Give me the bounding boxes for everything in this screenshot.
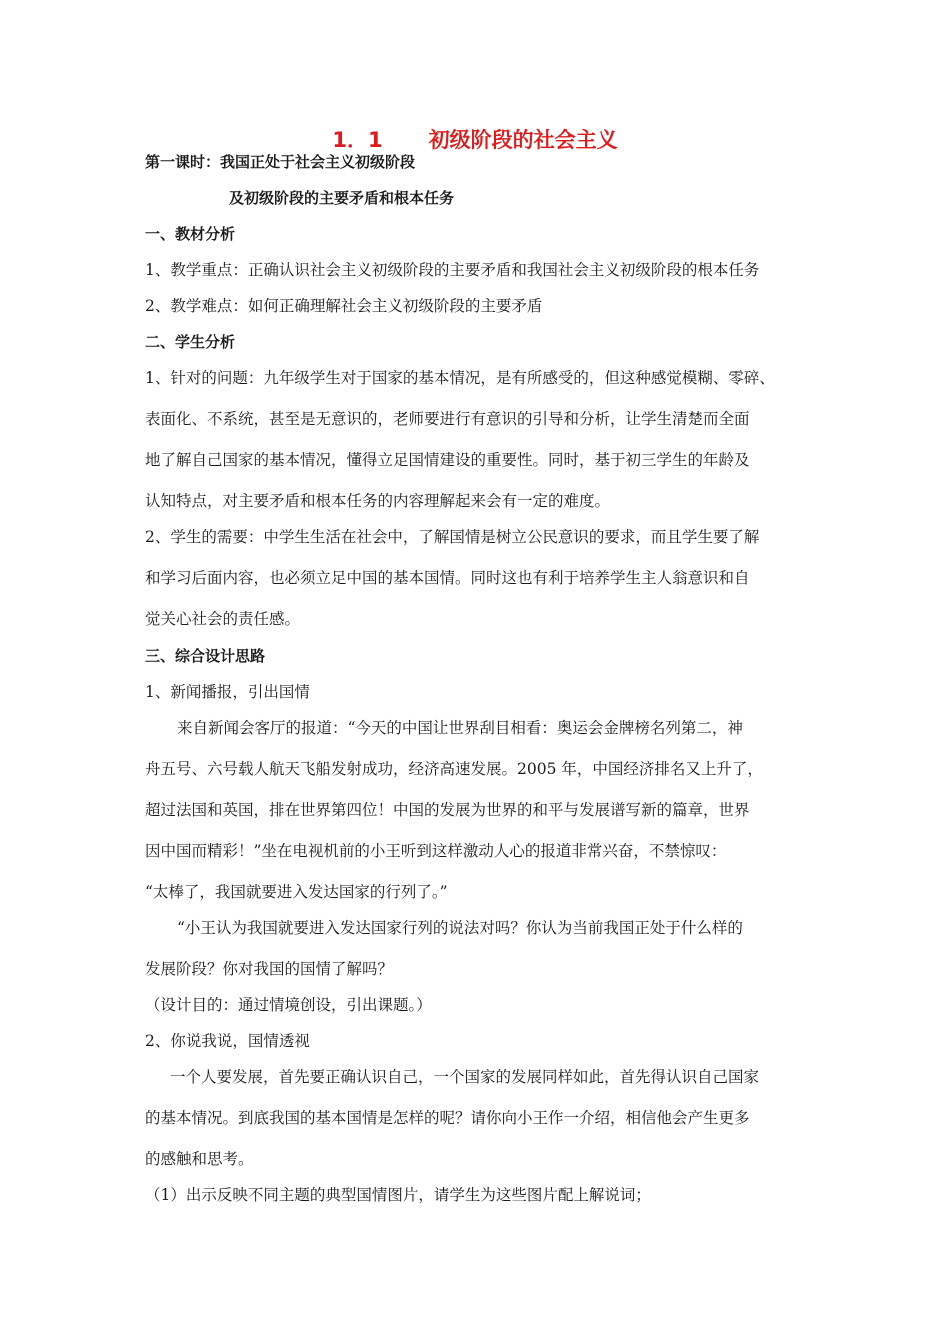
section-1-heading: 一、教材分析 xyxy=(145,225,236,243)
document-title xyxy=(0,124,950,154)
title-text: 初级阶段的社会主义 xyxy=(428,128,618,152)
news-paragraph-line: 因中国而精彩！”坐在电视机前的小王听到这样激动人心的报道非常兴奋，不禁惊叹： xyxy=(145,842,727,860)
student-analysis-line: 1、针对的问题：九年级学生对于国家的基本情况，是有所感受的，但这种感觉模糊、零碎、 xyxy=(145,369,775,387)
national-conditions-line: 的基本情况。到底我国的基本国情是怎样的呢？请你向小王作一介绍，相信他会产生更多 xyxy=(145,1109,750,1127)
question-line: “小王认为我国就要进入发达国家行列的说法对吗？你认为当前我国正处于什么样的 xyxy=(177,919,743,937)
teaching-difficulty: 2、教学难点：如何正确理解社会主义初级阶段的主要矛盾 xyxy=(145,297,543,315)
student-analysis-line: 地了解自己国家的基本情况，懂得立足国情建设的重要性。同时，基于初三学生的年龄及 xyxy=(145,451,750,469)
news-paragraph-line: 来自新闻会客厅的报道：“今天的中国让世界刮目相看：奥运会金牌榜名列第二，神 xyxy=(177,719,743,737)
lesson-heading: 第一课时：我国正处于社会主义初级阶段 xyxy=(145,153,416,171)
section-3-heading: 三、综合设计思路 xyxy=(145,647,266,665)
design-step-2: 2、你说我说，国情透视 xyxy=(145,1032,310,1050)
title-number: 1．1 xyxy=(332,128,383,152)
design-step-1: 1、新闻播报，引出国情 xyxy=(145,683,310,701)
activity-item-1: （1）出示反映不同主题的典型国情图片，请学生为这些图片配上解说词； xyxy=(145,1186,651,1204)
lesson-heading-continued: 及初级阶段的主要矛盾和根本任务 xyxy=(229,189,455,207)
section-2-heading: 二、学生分析 xyxy=(145,333,236,351)
student-analysis-line: 觉关心社会的责任感。 xyxy=(145,610,301,628)
student-analysis-line: 认知特点，对主要矛盾和根本任务的内容理解起来会有一定的难度。 xyxy=(145,492,611,510)
teaching-focus: 1、教学重点：正确认识社会主义初级阶段的主要矛盾和我国社会主义初级阶段的根本任务 xyxy=(145,261,760,279)
news-paragraph-line: “太棒了，我国就要进入发达国家的行列了。” xyxy=(145,883,448,901)
national-conditions-line: 的感触和思考。 xyxy=(145,1150,254,1168)
student-analysis-line: 和学习后面内容，也必须立足中国的基本国情。同时这也有利于培养学生主人翁意识和自 xyxy=(145,569,750,587)
news-paragraph-line: 超过法国和英国，排在世界第四位！中国的发展为世界的和平与发展谱写新的篇章，世界 xyxy=(145,801,750,819)
news-paragraph-line: 舟五号、六号载人航天飞船发射成功，经济高速发展。2005 年，中国经济排名又上升了， xyxy=(145,760,763,778)
student-analysis-line: 2、学生的需要：中学生生活在社会中，了解国情是树立公民意识的要求，而且学生要了解 xyxy=(145,528,760,546)
design-purpose: （设计目的：通过情境创设，引出课题。） xyxy=(145,996,432,1014)
national-conditions-line: 一个人要发展，首先要正确认识自己，一个国家的发展同样如此，首先得认识自己国家 xyxy=(170,1068,760,1086)
student-analysis-line: 表面化、不系统，甚至是无意识的，老师要进行有意识的引导和分析，让学生清楚而全面 xyxy=(145,410,750,428)
question-line: 发展阶段？你对我国的国情了解吗？ xyxy=(145,960,394,978)
